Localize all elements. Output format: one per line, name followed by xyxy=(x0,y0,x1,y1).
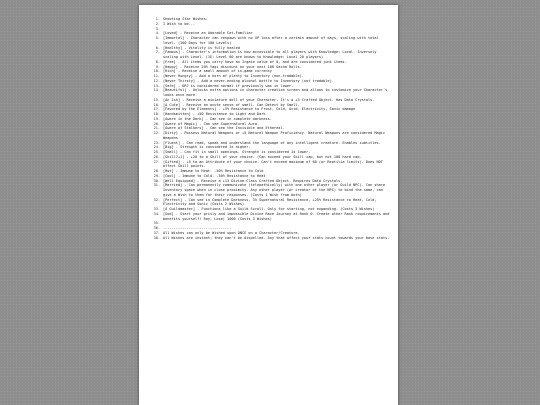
line-number: 3. xyxy=(155,26,160,31)
line-number: 20. xyxy=(153,121,160,126)
line-number: 24. xyxy=(153,145,160,150)
line-number: 6. xyxy=(155,45,160,50)
line-text: [Beautiful] - Unlocks extra options in character creation screen and allows to customize your Character's looks once more. xyxy=(163,88,388,97)
line-text: All Wishes can only be Wished upon ONCE on a Character/Creature. xyxy=(163,230,300,235)
line-number: 37. xyxy=(153,230,160,235)
line-number: 14. xyxy=(153,88,160,93)
line-number: 23. xyxy=(153,140,160,145)
line-text: Shooting Star Wishes: xyxy=(163,17,208,21)
document-line xyxy=(152,160,392,170)
line-text: [Never Thirsty] - Add a never-ending alcohol bottle to Inventory (not tradable). xyxy=(163,78,334,83)
document-page xyxy=(139,5,398,405)
line-text: [Small] - Can fit in small openings. Strength is considered 1x lower. xyxy=(163,150,311,154)
line-text: [Aware of Magic] - Can see Supernatural Aura. xyxy=(163,121,260,126)
line-text: [Fluent] - Can read, speak and understand the language of any intelligent creature. Enables subtitles. xyxy=(163,140,381,145)
line-number: 30. xyxy=(153,178,160,183)
line-number: 18. xyxy=(153,112,160,116)
line-number: 12. xyxy=(153,78,160,83)
line-number: 10. xyxy=(153,69,160,74)
line-text: [Happy] - Receive 20% Yagi discount on your next 100 Gacha Rolls. xyxy=(163,64,302,69)
line-text: [Skill?+1] - +20 to a Skill of your choice. (Can exceed your Skill cap, but not 100 hard cap. xyxy=(163,154,362,159)
line-number: 21. xyxy=(153,126,160,131)
line-number: 5. xyxy=(155,36,160,40)
line-text: -------------------------------- xyxy=(163,226,232,230)
line-text: [Loved] - Receive an Adorable Cat-Familiar xyxy=(163,31,253,36)
line-text: [Gifted] - +5 to an Attribute of your choice. Can't exceed maximum of 60 (or Reptilia limits). Does NOT affect Skill points. xyxy=(163,159,383,169)
line-number: 25. xyxy=(153,150,160,154)
line-number: 4. xyxy=(155,31,160,36)
line-text: [Rich] - Receive a small amount of in-game currency xyxy=(163,69,272,74)
line-text: [Free] - All items you carry have an Irgate value of 0, and are considered junk items. xyxy=(163,59,347,64)
line-number: 28. xyxy=(153,169,160,173)
line-text: I Wish to be... xyxy=(163,21,196,26)
line-text: [Safe] - DR? is considered normal if previously was in lower. xyxy=(163,83,294,88)
line-number: 15. xyxy=(153,97,160,102)
line-text: [Well Equipped] - Receive a +13 Divine-Class Crafted Object. Requires Data Crystals. xyxy=(163,178,343,183)
document-line xyxy=(152,50,392,60)
line-text: [An Ish] - Receive a miniature doll of your Character. It's a +3 Crafted Object. Has Data Crystals. xyxy=(163,97,375,102)
document-line xyxy=(152,212,392,222)
line-number: 9. xyxy=(155,64,160,69)
line-number: 8. xyxy=(155,59,160,64)
line-text: [Famous] - Character's information is now accessible to all players with Knowledge: Local. Inversely scaling with Level. (1E: Level 60 are known to Knowledge: Local 20 players) xyxy=(163,50,377,59)
line-number: 22. xyxy=(153,131,160,135)
line-text: [Aware in the Dark] - Can see in complete darkness. xyxy=(163,116,272,121)
line-text: [Cool] - Immune to Cold. -50% Resistance to Heat xyxy=(163,173,266,178)
line-text: [Married] - Can permanently communicate (telepathically) with one other player (or Guild NPC). Can share Inventory space when in close proximity. Any other player (or creator of the NPC) to bind the same, can give a Wish to them for their responses. (Costs 1 Wish from both) xyxy=(163,183,386,197)
line-number: 38. xyxy=(153,235,160,240)
line-text: [God] - Start your grisly and impossible Divine Race Journey at Rank 0. Create other Rank requirements and benefits yourself! Roy, Lose) 1000 (Costs 3 Wishes) xyxy=(163,211,390,221)
line-text: [Dirty] - Possess Natural Weapons or +5 Natural Weapon Proficiency. Natural Weapons are considered Magic Weapons xyxy=(163,131,386,140)
line-number: 1. xyxy=(155,17,160,21)
line-number: 17. xyxy=(153,107,160,112)
line-text: [Perfect] - Can see in Complete Darkness, 35 Supernatural Resistance, +25% Resistance to Heat, Cold, Electricity and Sonic (Costs 2 Wishes) xyxy=(163,197,377,207)
document-line xyxy=(152,36,392,46)
line-number: 32. xyxy=(153,197,160,202)
line-number: 2. xyxy=(155,21,160,26)
line-text: [A Cute] - Receive an acute sense of smell. Can Detect by Smell. xyxy=(163,102,300,107)
line-number: 16. xyxy=(153,102,160,107)
document-line xyxy=(152,183,392,197)
line-text: [A Guildmaster] - Functions like a Guild Scroll. Only for starting, not expanding. (Costs 3 Wishes) xyxy=(163,207,375,211)
document-line xyxy=(152,131,392,141)
line-text: [Favored by the Elements] - +5% Resistance to Frost, Cold, Acid, Electricity, Sonic damage xyxy=(163,107,356,112)
line-number: 34. xyxy=(153,211,160,216)
line-text: [Handsmitten] - +50 Resistance to Light and Dark xyxy=(163,112,266,116)
line-number: 7. xyxy=(155,50,160,55)
line-number: 13. xyxy=(153,83,160,88)
line-number: 29. xyxy=(153,173,160,178)
document-line xyxy=(152,236,392,241)
line-number: 11. xyxy=(153,74,160,78)
line-number: 26. xyxy=(153,154,160,159)
line-number: 36. xyxy=(153,226,160,230)
line-text: [Aware of Stalkers] - Can see the Invisible and Ethereal. xyxy=(163,126,285,131)
line-text: [Never Hungry] - Add a horn of plenty to Inventory (non-tradable). xyxy=(163,74,304,78)
line-number: 35. xyxy=(153,221,160,226)
line-text: [Immortal] - Character can respawn with no XP loss after a certain amount of days, scaling with total level. (100 Days for 100 Levels) xyxy=(163,36,379,45)
line-text: All Wishes are instant; they can't be dispelled. Any that affect your stats count towards your base stats. xyxy=(163,235,390,240)
document-line xyxy=(152,198,392,208)
line-number: 33. xyxy=(153,207,160,211)
line-text: [Hot] - Immune to Heat. -50% Resistance to Cold xyxy=(163,169,264,173)
document-lines xyxy=(152,17,392,240)
line-number: 31. xyxy=(153,183,160,188)
document-line xyxy=(152,88,392,98)
line-text: [Big] - Strength is considered 1x higher. xyxy=(163,145,251,150)
line-text: [Healthy] - Vitality is fully healed xyxy=(163,45,240,50)
line-number: 19. xyxy=(153,116,160,121)
line-number: 27. xyxy=(153,159,160,164)
